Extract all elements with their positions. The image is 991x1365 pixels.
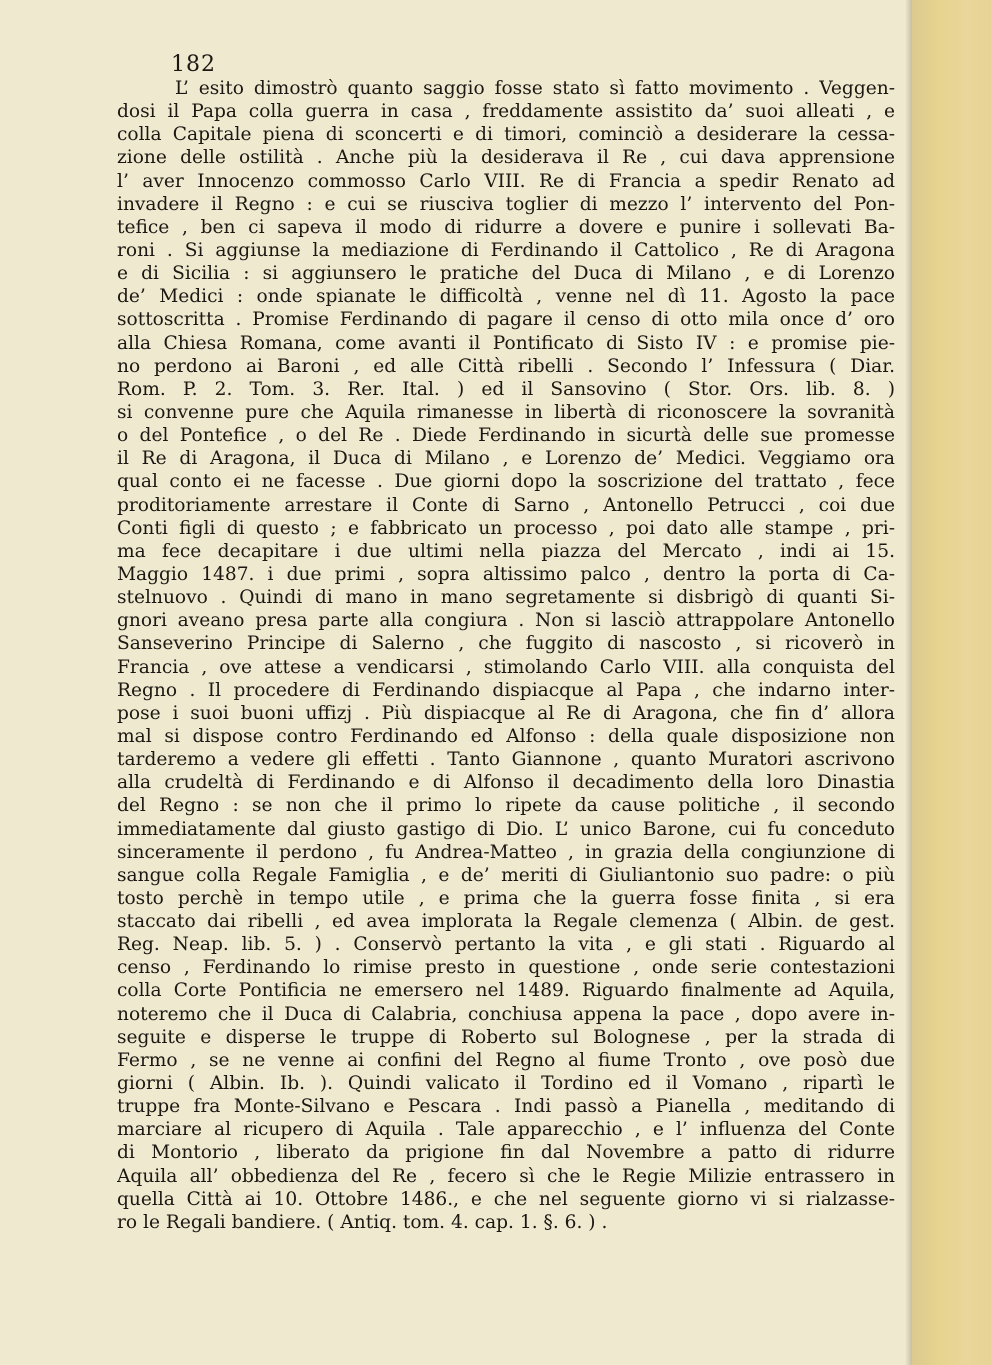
text-line: tosto perchè in tempo utile , e prima che la guerra fosse finita , si era <box>117 887 895 909</box>
text-line: qual conto ei ne facesse . Due giorni dopo la soscrizione del trattato , fece <box>117 471 895 493</box>
text-line: roni . Si aggiunse la mediazione di Ferdinando il Cattolico , Re di Aragona <box>117 239 895 261</box>
text-line: pose i suoi buoni uffizj . Più dispiacque al Re di Aragona, che fin d’ allora <box>117 702 895 724</box>
text-line: immediatamente dal giusto gastigo di Dio. L’ unico Barone, cui fu conceduto <box>117 818 895 840</box>
body-text <box>117 77 895 1234</box>
text-line: colla Capitale piena di sconcerti e di timori, cominciò a desiderare la cessa- <box>117 124 895 146</box>
book-gutter <box>912 0 991 1365</box>
text-line: si convenne pure che Aquila rimanesse in libertà di riconoscere la sovranità <box>117 401 895 423</box>
text-line: tarderemo a vedere gli effetti . Tanto Giannone , quanto Muratori ascrivono <box>117 749 895 771</box>
text-line: tefice , ben ci sapeva il modo di ridurre a dovere e punire i sollevati Ba- <box>117 216 895 238</box>
text-line: sinceramente il perdono , fu Andrea-Matteo , in grazia della congiunzione di <box>117 841 895 863</box>
text-line: invadere il Regno : e cui se riusciva toglier di mezzo l’ intervento del Pon- <box>117 193 895 215</box>
text-line: proditoriamente arrestare il Conte di Sarno , Antonello Petrucci , coi due <box>117 494 895 516</box>
text-line: de’ Medici : onde spianate le difficoltà , venne nel dì 11. Agosto la pace <box>117 286 895 308</box>
text-line: zione delle ostilità . Anche più la desiderava il Re , cui dava apprensione <box>117 147 895 169</box>
text-line: Aquila all’ obbedienza del Re , fecero sì che le Regie Milizie entrassero in <box>117 1165 895 1187</box>
text-line: ma fece decapitare i due ultimi nella piazza del Mercato , indi ai 15. <box>117 540 895 562</box>
text-line: Sanseverino Principe di Salerno , che fuggito di nascosto , si ricoverò in <box>117 633 895 655</box>
text-line: Francia , ove attese a vendicarsi , stimolando Carlo VIII. alla conquista del <box>117 656 895 678</box>
text-line: L’ esito dimostrò quanto saggio fosse stato sì fatto movimento . Veggen- <box>175 78 895 99</box>
text-line: censo , Ferdinando lo rimise presto in questione , onde serie contestazioni <box>117 957 895 979</box>
text-line: quella Città ai 10. Ottobre 1486., e che nel seguente giorno vi si rialzasse- <box>117 1188 895 1210</box>
text-line: noteremo che il Duca di Calabria, conchiusa appena la pace , dopo avere in- <box>117 1003 895 1025</box>
text-line: Conti figli di questo ; e fabbricato un processo , poi dato alle stampe , pri- <box>117 517 895 539</box>
text-line: Rom. P. 2. Tom. 3. Rer. Ital. ) ed il Sansovino ( Stor. Ors. lib. 8. ) <box>117 378 895 400</box>
text-line: sangue colla Regale Famiglia , e de’ meriti di Giuliantonio suo padre: o più <box>117 864 895 886</box>
text-line: seguite e disperse le truppe di Roberto sul Bolognese , per la strada di <box>117 1026 895 1048</box>
text-line: truppe fra Monte-Silvano e Pescara . Indi passò a Pianella , meditando di <box>117 1096 895 1118</box>
text-line: il Re di Aragona, il Duca di Milano , e Lorenzo de’ Medici. Veggiamo ora <box>117 448 895 470</box>
text-line: o del Pontefice , o del Re . Diede Ferdinando in sicurtà delle sue promesse <box>117 425 895 447</box>
text-line: Fermo , se ne venne ai confini del Regno al fiume Tronto , ove posò due <box>117 1049 895 1071</box>
text-line: colla Corte Pontificia ne emersero nel 1489. Riguardo finalmente ad Aquila, <box>117 980 895 1002</box>
text-line: Maggio 1487. i due primi , sopra altissimo palco , dentro la porta di Ca- <box>117 563 895 585</box>
text-line: marciare al ricupero di Aquila . Tale apparecchio , e l’ influenza del Conte <box>117 1119 895 1141</box>
text-line: ro le Regali bandiere. ( Antiq. tom. 4. cap. 1. §. 6. ) . <box>117 1211 608 1233</box>
text-line: alla crudeltà di Ferdinando e di Alfonso il decadimento della loro Dinastia <box>117 772 895 794</box>
text-line: del Regno : se non che il primo lo ripete da cause politiche , il secondo <box>117 795 895 817</box>
text-line: staccato dai ribelli , ed avea implorata la Regale clemenza ( Albin. de gest. <box>117 911 895 933</box>
page-number: 182 <box>171 52 216 77</box>
text-line: gnori aveano presa parte alla congiura . Non si lasciò attrappolare Antonello <box>117 610 895 632</box>
text-line: giorni ( Albin. Ib. ). Quindi valicato il Tordino ed il Vomano , ripartì le <box>117 1073 895 1095</box>
text-line: no perdono ai Baroni , ed alle Città ribelli . Secondo l’ Infessura ( Diar. <box>117 355 895 377</box>
text-line: alla Chiesa Romana, come avanti il Pontificato di Sisto IV : e promise pie- <box>117 332 895 354</box>
text-line: Reg. Neap. lib. 5. ) . Conservò pertanto la vita , e gli stati . Riguardo al <box>117 934 895 956</box>
text-line: sottoscritta . Promise Ferdinando di pagare il censo di otto mila once d’ oro <box>117 309 895 331</box>
text-line: stelnuovo . Quindi di mano in mano segretamente si disbrigò di quanti Si- <box>117 587 895 609</box>
text-line: l’ aver Innocenzo commosso Carlo VIII. Re di Francia a spedir Renato ad <box>117 170 895 192</box>
text-line: di Montorio , liberato da prigione fin dal Novembre a patto di ridurre <box>117 1142 895 1164</box>
text-line: Regno . Il procedere di Ferdinando dispiacque al Papa , che indarno inter- <box>117 679 895 701</box>
text-line: mal si dispose contro Ferdinando ed Alfonso : della quale disposizione non <box>117 725 895 747</box>
text-line: e di Sicilia : si aggiunsero le pratiche del Duca di Milano , e di Lorenzo <box>117 263 895 285</box>
text-line: dosi il Papa colla guerra in casa , freddamente assistito da’ suoi alleati , e <box>117 101 895 123</box>
